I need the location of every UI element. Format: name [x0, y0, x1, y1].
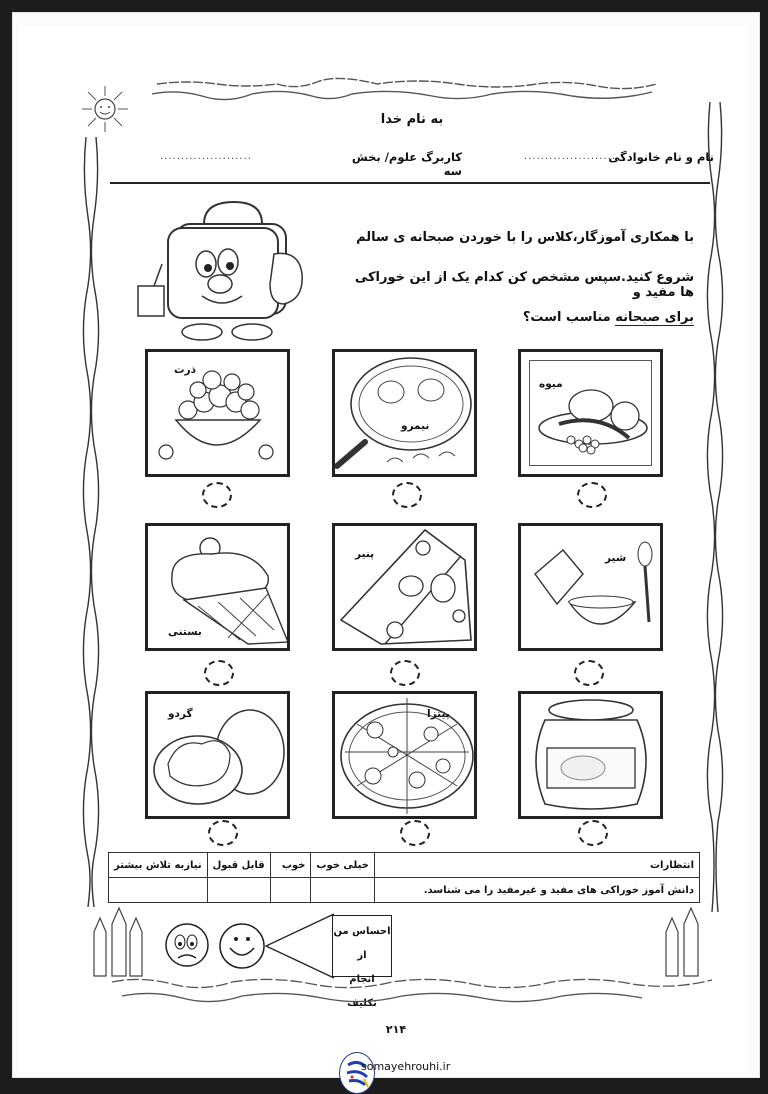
food-card-milk	[518, 523, 663, 651]
food-card-fried-eggs	[332, 349, 477, 477]
page-title: به نام خدا	[380, 112, 444, 127]
food-card-walnut	[145, 691, 290, 819]
table-header-row	[109, 853, 700, 878]
answer-circle[interactable]	[390, 660, 420, 686]
fruit-plate-icon	[521, 352, 660, 474]
table-row	[109, 878, 700, 903]
happy-face-icon[interactable]	[218, 922, 266, 970]
food-label: بستنی	[168, 626, 202, 638]
food-label: گردو	[168, 708, 193, 720]
expectation-text: دانش آموز خوراکی های مفید و غیرمفید را می شناسد.	[374, 878, 699, 903]
food-card-pizza	[332, 691, 477, 819]
food-label: شیر	[605, 552, 627, 564]
answer-circle[interactable]	[577, 482, 607, 508]
pizza-icon	[335, 694, 474, 816]
instruction-line-3-rest: مناسب است؟	[522, 310, 616, 325]
bottom-border-decoration	[112, 972, 712, 1008]
acceptable-header: قابل قبول	[207, 853, 270, 878]
feeling-line-2: انجام تکلیف	[347, 974, 377, 1009]
expectations-header: انتظارات	[374, 853, 699, 878]
date-field[interactable]: ......................	[160, 151, 252, 162]
instruction-line-3	[354, 310, 694, 325]
scanned-page	[12, 12, 760, 1078]
worksheet-label: کاربرگ علوم/ بخش سه	[351, 150, 462, 178]
feeling-line-1: احساس من از	[333, 926, 391, 961]
needs-effort-cell[interactable]	[109, 878, 208, 903]
good-cell[interactable]	[270, 878, 311, 903]
very-good-cell[interactable]	[311, 878, 375, 903]
food-label: ذرت	[174, 364, 196, 376]
page-number: ۲۱۴	[385, 1023, 407, 1036]
good-header: خوب	[270, 853, 311, 878]
food-card-ice-cream	[145, 523, 290, 651]
answer-circle[interactable]	[208, 820, 238, 846]
answer-circle[interactable]	[578, 820, 608, 846]
student-name-field[interactable]: ......................	[524, 151, 616, 162]
food-label: پیتزا	[427, 708, 450, 720]
food-label: نیمرو	[401, 420, 430, 432]
site-url[interactable]: somayehrouhi.ir	[361, 1060, 451, 1073]
student-name-label: نام و نام خانوادگی	[608, 150, 714, 164]
very-good-header: خیلی خوب	[311, 853, 375, 878]
food-card-fruit	[518, 349, 663, 477]
left-border-decoration	[78, 137, 104, 907]
worried-face-icon[interactable]	[164, 922, 210, 968]
fried-eggs-pan-icon	[335, 352, 474, 474]
evaluation-table	[108, 852, 700, 903]
popcorn-bowl-icon	[148, 352, 287, 474]
answer-circle[interactable]	[392, 482, 422, 508]
sun-icon	[80, 84, 130, 134]
food-card-cheese	[332, 523, 477, 651]
answer-circle[interactable]	[574, 660, 604, 686]
answer-circle[interactable]	[400, 820, 430, 846]
needs-effort-header: نیازبه تلاش بیشتر	[109, 853, 208, 878]
answer-circle[interactable]	[202, 482, 232, 508]
food-label: میوه	[539, 378, 563, 390]
food-label: پنیر	[355, 548, 375, 560]
acceptable-cell[interactable]	[207, 878, 270, 903]
food-card-popcorn	[145, 349, 290, 477]
header-divider	[110, 182, 710, 184]
feeling-callout-box	[332, 915, 392, 1009]
jam-jar-icon	[521, 694, 660, 816]
instruction-line-2: شروع کنید.سپس مشخص کن کدام یک از این خوراکی ها مفید و	[354, 270, 694, 300]
logo-icon	[340, 1053, 374, 1093]
instruction-line-1: با همکاری آموزگار،کلاس را با خوردن صبحانه ی سالم	[356, 230, 694, 245]
food-card-jam	[518, 691, 663, 819]
cheese-wedge-icon	[335, 526, 474, 648]
underlined-phrase: برای صبحانه	[615, 310, 694, 325]
milk-cereal-bowl-icon	[521, 526, 660, 648]
right-border-decoration	[702, 102, 728, 912]
lunchbox-mascot-illustration	[124, 194, 314, 344]
top-border-decoration	[152, 74, 712, 104]
answer-circle[interactable]	[204, 660, 234, 686]
site-logo[interactable]	[339, 1052, 375, 1094]
